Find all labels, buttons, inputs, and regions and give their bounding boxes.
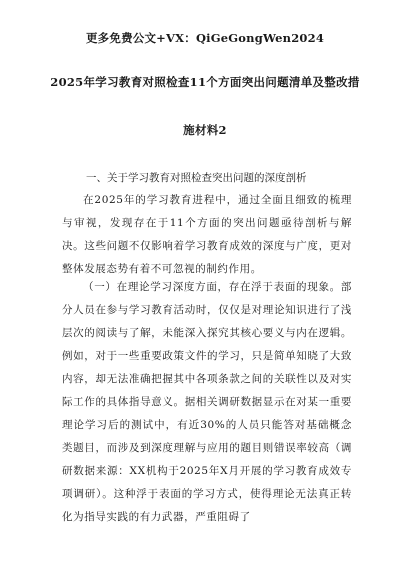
paragraph-body: 部分人员在参与学习教育活动时，仅仅是对理论知识进行了浅层次的阅读与了解，未能深入探究其核心要义与内在逻辑。例如，对于一些重要政策文件的学习，只是简单知晓了大致内容，却无法准确把握其中各项条款之间的关联性以及对实际工作的具体指导意义。据相关调研数据显示在对某一重要理论学习后的测试中，有近30%的人员只能答对基础概念类题目，而涉及到深度理解与应用的题目则错误率较高（调研数据来源：XX机构于2025年X月开展的学习教育成效专项调研）。这种浮于表面的学习方式，使得理论无法真正转化为指导实践的有力武器，严重阻碍了 — [62, 281, 352, 523]
section-heading: 一、关于学习教育对照检查突出问题的深度剖析 — [86, 172, 307, 184]
document-title-line-2: 施材料2 — [183, 123, 227, 137]
subsection-heading: （一）在理论学习深度方面，存在浮于表面的现象。 — [83, 281, 341, 293]
paragraph-theory-depth — [62, 276, 352, 529]
document-title-line-1: 2025年学习教育对照检查11个方面突出问题清单及整改措 — [50, 75, 360, 89]
paragraph-intro: 在2025年的学习教育进程中，通过全面且细致的梳理与审视，发现存在于11个方面的突出问题亟待剖析与解决。这些问题不仅影响着学习教育成效的深度与广度，更对整体发展态势有着不可忽视的制约作用。 — [62, 194, 352, 275]
header-note: 更多免费公文+VX：QiGeGongWen2024 — [85, 31, 325, 45]
